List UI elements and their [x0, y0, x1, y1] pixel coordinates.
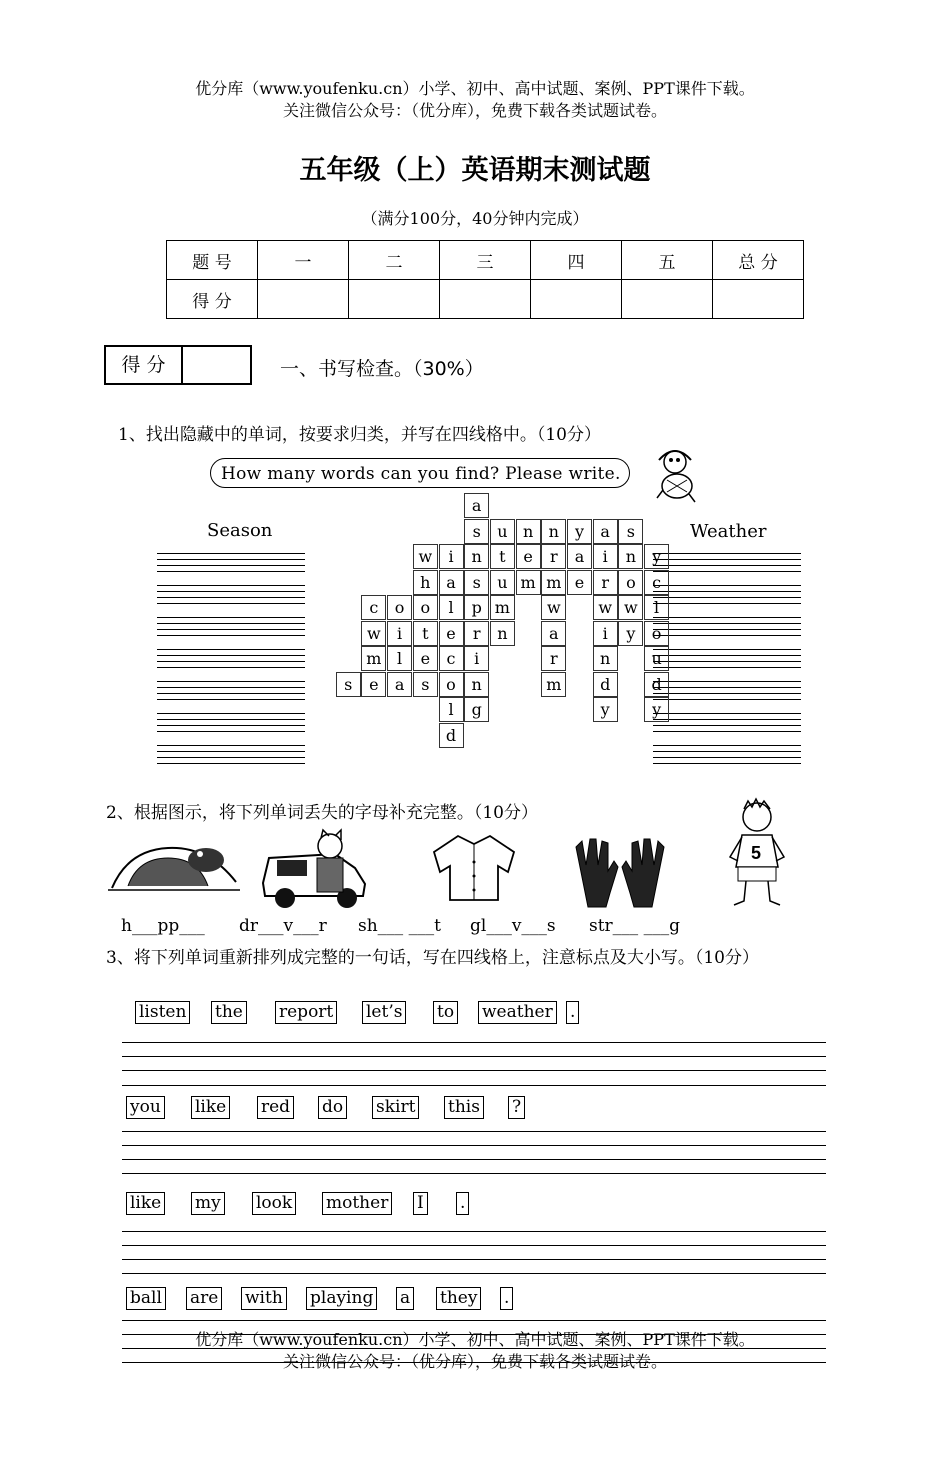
writing-line[interactable] [157, 617, 305, 618]
section1-score-box [104, 345, 252, 385]
word-card: ball [126, 1287, 166, 1310]
grid-letter-cell: m [541, 570, 566, 595]
writing-line[interactable] [653, 629, 801, 630]
writing-line[interactable] [653, 565, 801, 566]
grid-letter-cell: i [387, 621, 412, 646]
writing-line[interactable] [157, 661, 305, 662]
grid-letter-cell: o [644, 621, 669, 646]
word-card: mother [322, 1192, 392, 1215]
word-card: red [257, 1096, 294, 1119]
grid-letter-cell: n [490, 621, 515, 646]
writing-line[interactable] [157, 667, 305, 668]
word-card: are [186, 1287, 222, 1310]
score-col-5: 五 [622, 241, 713, 280]
writing-line[interactable] [653, 693, 801, 694]
writing-line[interactable] [122, 1259, 826, 1260]
word-card: my [191, 1192, 225, 1215]
grid-letter-cell: i [593, 621, 618, 646]
writing-line[interactable] [157, 731, 305, 732]
writing-line[interactable] [653, 725, 801, 726]
strong-boy-picture-icon [722, 797, 792, 912]
gloves-picture-icon [568, 835, 672, 910]
word-card: look [252, 1192, 296, 1215]
writing-line[interactable] [653, 553, 801, 554]
grid-letter-cell: w [413, 544, 438, 569]
writing-line[interactable] [122, 1085, 826, 1086]
writing-line[interactable] [653, 681, 801, 682]
grid-letter-cell: c [361, 595, 386, 620]
q1-speech-bubble: How many words can you find? Please write. [210, 458, 630, 488]
weather-label: Weather [690, 521, 767, 542]
word-card: skirt [372, 1096, 419, 1119]
writing-line[interactable] [157, 725, 305, 726]
word-card: to [433, 1001, 458, 1024]
grid-letter-cell: d [439, 723, 464, 748]
word-card: let’s [362, 1001, 406, 1024]
fill-word-shirt[interactable]: sh___ ___t [358, 916, 441, 936]
writing-line[interactable] [122, 1056, 826, 1057]
word-card: with [241, 1287, 287, 1310]
score-col-4: 四 [531, 241, 622, 280]
word-card: they [436, 1287, 481, 1310]
grid-letter-cell: c [439, 646, 464, 671]
svg-text:5: 5 [751, 843, 762, 863]
grid-letter-cell: t [413, 621, 438, 646]
writing-line[interactable] [653, 591, 801, 592]
writing-line[interactable] [122, 1131, 826, 1132]
writing-line[interactable] [122, 1173, 826, 1174]
word-card: . [566, 1001, 579, 1024]
writing-line[interactable] [157, 635, 305, 636]
score-cell[interactable] [440, 280, 531, 319]
writing-line[interactable] [157, 559, 305, 560]
score-table-header-row [167, 241, 804, 280]
grid-letter-cell: m [490, 595, 515, 620]
score-col-label: 题 号 [167, 241, 258, 280]
grid-letter-cell: w [593, 595, 618, 620]
fill-word-happy[interactable]: h___pp___ [121, 916, 205, 936]
q3-prompt: 3、将下列单词重新排列成完整的一句话，写在四线格上，注意标点及大小写。（10分） [106, 948, 759, 968]
grid-letter-cell: o [618, 570, 643, 595]
score-col-3: 三 [440, 241, 531, 280]
grid-letter-cell: i [593, 544, 618, 569]
grid-letter-cell: c [644, 570, 669, 595]
grid-letter-cell: n [464, 672, 489, 697]
writing-line[interactable] [653, 655, 801, 656]
footer-line-2: 关注微信公众号：（优分库），免费下载各类试题试卷。 [282, 1352, 667, 1371]
grid-letter-cell: e [567, 570, 592, 595]
page-subtitle: （满分100分，40分钟内完成） [361, 209, 589, 228]
grid-letter-cell: y [618, 621, 643, 646]
grid-letter-cell: s [464, 519, 489, 544]
grid-letter-cell: d [593, 672, 618, 697]
writing-line[interactable] [653, 571, 801, 572]
writing-line[interactable] [653, 751, 801, 752]
writing-line[interactable] [157, 565, 305, 566]
writing-line[interactable] [122, 1042, 826, 1043]
grid-letter-cell: a [593, 519, 618, 544]
grid-letter-cell: e [439, 621, 464, 646]
grid-letter-cell: o [439, 672, 464, 697]
grid-letter-cell: n [464, 544, 489, 569]
word-card: weather [478, 1001, 557, 1024]
writing-line[interactable] [653, 745, 801, 746]
word-card: . [456, 1192, 469, 1215]
score-col-total: 总 分 [713, 241, 804, 280]
score-cell[interactable] [258, 280, 349, 319]
grid-letter-cell: r [541, 646, 566, 671]
word-card: listen [135, 1001, 190, 1024]
grid-letter-cell: l [387, 646, 412, 671]
section1-score-label: 得 分 [106, 347, 183, 383]
grid-letter-cell: w [361, 621, 386, 646]
q1-prompt: 1、找出隐藏中的单词，按要求归类，并写在四线格中。（10分） [118, 425, 601, 445]
writing-line[interactable] [653, 623, 801, 624]
writing-line[interactable] [653, 667, 801, 668]
word-card: report [275, 1001, 337, 1024]
grid-letter-cell: s [336, 672, 361, 697]
q2-prompt: 2、根据图示，将下列单词丢失的字母补充完整。（10分） [106, 803, 538, 823]
fill-word-strong[interactable]: str___ ___g [589, 916, 680, 936]
grid-letter-cell: r [593, 570, 618, 595]
writing-line[interactable] [653, 617, 801, 618]
header-line-2: 关注微信公众号：（优分库），免费下载各类试题试卷。 [282, 101, 667, 120]
writing-line[interactable] [157, 603, 305, 604]
writing-line[interactable] [653, 585, 801, 586]
score-table-score-row [167, 280, 804, 319]
score-cell[interactable] [622, 280, 713, 319]
grid-letter-cell: e [516, 544, 541, 569]
writing-line[interactable] [122, 1245, 826, 1246]
grid-letter-cell: n [593, 646, 618, 671]
grid-letter-cell: p [464, 595, 489, 620]
writing-line[interactable] [157, 687, 305, 688]
grid-letter-cell: r [464, 621, 489, 646]
grid-letter-cell: i [439, 544, 464, 569]
word-card: playing [306, 1287, 377, 1310]
grid-letter-cell: a [387, 672, 412, 697]
grid-letter-cell: n [516, 519, 541, 544]
header-line-1: 优分库（www.youfenku.cn）小学、初中、高中试题、案例、PPT课件下载。 [195, 79, 755, 98]
writing-line[interactable] [653, 757, 801, 758]
writing-line[interactable] [157, 713, 305, 714]
writing-line[interactable] [122, 1273, 826, 1274]
score-col-1: 一 [258, 241, 349, 280]
writing-line[interactable] [653, 763, 801, 764]
word-card: do [318, 1096, 347, 1119]
writing-line[interactable] [122, 1070, 826, 1071]
writing-line[interactable] [653, 661, 801, 662]
grid-letter-cell: n [541, 519, 566, 544]
writing-line[interactable] [157, 571, 305, 572]
grid-letter-cell: u [644, 646, 669, 671]
grid-letter-cell: a [439, 570, 464, 595]
writing-line[interactable] [157, 719, 305, 720]
grid-letter-cell: e [361, 672, 386, 697]
word-card: . [500, 1287, 513, 1310]
grid-letter-cell: u [490, 519, 515, 544]
grid-letter-cell: e [413, 646, 438, 671]
writing-line[interactable] [122, 1159, 826, 1160]
grid-letter-cell: s [464, 570, 489, 595]
grid-letter-cell: a [567, 544, 592, 569]
grid-letter-cell: n [618, 544, 643, 569]
page-title: 五年级（上）英语期末测试题 [299, 155, 651, 186]
grid-letter-cell: l [439, 595, 464, 620]
writing-line[interactable] [653, 719, 801, 720]
writing-line[interactable] [122, 1231, 826, 1232]
grid-letter-cell: a [464, 493, 489, 518]
writing-line[interactable] [653, 597, 801, 598]
grid-letter-cell: r [541, 544, 566, 569]
writing-line[interactable] [157, 763, 305, 764]
writing-line[interactable] [157, 585, 305, 586]
score-cell[interactable] [531, 280, 622, 319]
grid-letter-cell: m [516, 570, 541, 595]
writing-line[interactable] [157, 693, 305, 694]
writing-line[interactable] [157, 751, 305, 752]
grid-letter-cell: i [464, 646, 489, 671]
shirt-picture-icon [428, 832, 520, 904]
writing-line[interactable] [653, 731, 801, 732]
word-card: you [126, 1096, 165, 1119]
word-card: I [413, 1192, 428, 1215]
writing-line[interactable] [653, 649, 801, 650]
writing-line[interactable] [122, 1320, 826, 1321]
grid-letter-cell: w [618, 595, 643, 620]
grid-letter-cell: o [387, 595, 412, 620]
grid-letter-cell: d [644, 672, 669, 697]
writing-line[interactable] [157, 655, 305, 656]
writing-line[interactable] [653, 559, 801, 560]
grid-letter-cell: t [490, 544, 515, 569]
grid-letter-cell: y [593, 697, 618, 722]
writing-line[interactable] [157, 591, 305, 592]
turtle-mascot-icon [645, 440, 705, 505]
word-card: like [126, 1192, 165, 1215]
writing-line[interactable] [653, 603, 801, 604]
footer-line-1: 优分库（www.youfenku.cn）小学、初中、高中试题、案例、PPT课件下载。 [195, 1330, 755, 1349]
fill-word-driver[interactable]: dr___v___r [239, 916, 327, 936]
writing-line[interactable] [157, 757, 305, 758]
word-card: a [396, 1287, 414, 1310]
writing-line[interactable] [157, 553, 305, 554]
writing-line[interactable] [122, 1145, 826, 1146]
writing-line[interactable] [653, 699, 801, 700]
grid-letter-cell: l [644, 595, 669, 620]
driver-car-picture-icon [255, 828, 370, 910]
word-card: the [211, 1001, 247, 1024]
grid-letter-cell: h [413, 570, 438, 595]
section1-heading: 一、书写检查。（30%） [280, 358, 484, 380]
grid-letter-cell: w [541, 595, 566, 620]
grid-letter-cell: m [541, 672, 566, 697]
hippo-picture-icon [108, 830, 240, 896]
writing-line[interactable] [157, 629, 305, 630]
writing-line[interactable] [157, 649, 305, 650]
word-card: ? [508, 1096, 525, 1119]
grid-letter-cell: s [413, 672, 438, 697]
word-card: this [444, 1096, 484, 1119]
grid-letter-cell: a [541, 621, 566, 646]
grid-letter-cell: m [361, 646, 386, 671]
grid-letter-cell: y [567, 519, 592, 544]
grid-letter-cell: l [439, 697, 464, 722]
writing-line[interactable] [157, 681, 305, 682]
grid-letter-cell: o [413, 595, 438, 620]
writing-line[interactable] [653, 713, 801, 714]
score-cell[interactable] [713, 280, 804, 319]
writing-line[interactable] [157, 699, 305, 700]
writing-line[interactable] [653, 687, 801, 688]
score-cell[interactable] [349, 280, 440, 319]
writing-line[interactable] [653, 635, 801, 636]
score-row-label: 得 分 [167, 280, 258, 319]
score-col-2: 二 [349, 241, 440, 280]
writing-line[interactable] [157, 623, 305, 624]
fill-word-gloves[interactable]: gl___v___s [470, 916, 556, 936]
writing-line[interactable] [157, 745, 305, 746]
grid-letter-cell: y [644, 544, 669, 569]
word-card: like [191, 1096, 230, 1119]
score-table [166, 240, 804, 319]
grid-letter-cell: s [618, 519, 643, 544]
season-label: Season [207, 520, 273, 541]
grid-letter-cell: u [490, 570, 515, 595]
grid-letter-cell: g [464, 697, 489, 722]
writing-line[interactable] [157, 597, 305, 598]
grid-letter-cell: y [644, 697, 669, 722]
